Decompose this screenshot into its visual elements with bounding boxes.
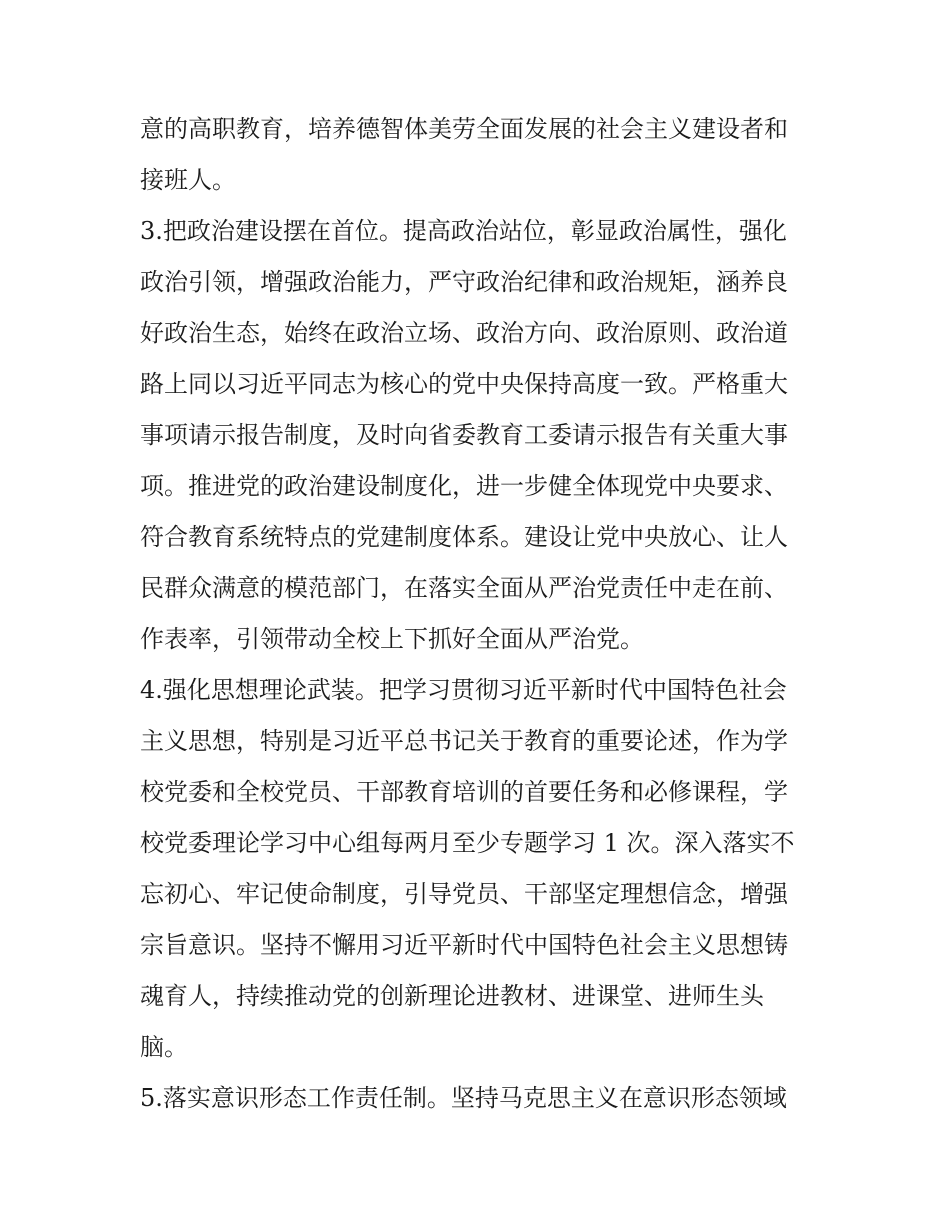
text-line: 政治引领，增强政治能力，严守政治纪律和政治规矩，涵养良 xyxy=(140,268,788,296)
text-line: 校党委理论学习中心组每两月至少专题学习 1 次。深入落实不 xyxy=(140,829,795,857)
text-line: 脑。 xyxy=(140,1033,188,1061)
text-line: 好政治生态，始终在政治立场、政治方向、政治原则、政治道 xyxy=(140,319,788,347)
paragraph-item-3 xyxy=(140,206,820,665)
text-line: 事项请示报告制度，及时向省委教育工委请示报告有关重大事 xyxy=(140,421,788,449)
text-line: 4.强化思想理论武装。把学习贯彻习近平新时代中国特色社会 xyxy=(140,676,787,704)
text-line: 主义思想，特别是习近平总书记关于教育的重要论述，作为学 xyxy=(140,727,788,755)
text-line: 接班人。 xyxy=(140,166,236,194)
text-line: 魂育人，持续推动党的创新理论进教材、进课堂、进师生头 xyxy=(140,982,764,1010)
paragraph-item-5 xyxy=(140,1073,820,1124)
text-line: 路上同以习近平同志为核心的党中央保持高度一致。严格重大 xyxy=(140,370,788,398)
paragraph-item-4 xyxy=(140,665,820,1073)
text-line: 作表率，引领带动全校上下抓好全面从严治党。 xyxy=(140,625,644,653)
document-body xyxy=(140,104,820,1124)
text-line: 宗旨意识。坚持不懈用习近平新时代中国特色社会主义思想铸 xyxy=(140,931,788,959)
text-line: 意的高职教育，培养德智体美劳全面发展的社会主义建设者和 xyxy=(140,115,788,143)
text-line: 校党委和全校党员、干部教育培训的首要任务和必修课程，学 xyxy=(140,778,788,806)
text-line: 5.落实意识形态工作责任制。坚持马克思主义在意识形态领域 xyxy=(140,1084,787,1112)
text-line: 项。推进党的政治建设制度化，进一步健全体现党中央要求、 xyxy=(140,472,788,500)
text-line: 符合教育系统特点的党建制度体系。建设让党中央放心、让人 xyxy=(140,523,788,551)
text-line: 忘初心、牢记使命制度，引导党员、干部坚定理想信念，增强 xyxy=(140,880,788,908)
paragraph-intro-continuation xyxy=(140,104,820,206)
text-line: 民群众满意的模范部门，在落实全面从严治党责任中走在前、 xyxy=(140,574,788,602)
text-line: 3.把政治建设摆在首位。提高政治站位，彰显政治属性，强化 xyxy=(140,217,787,245)
